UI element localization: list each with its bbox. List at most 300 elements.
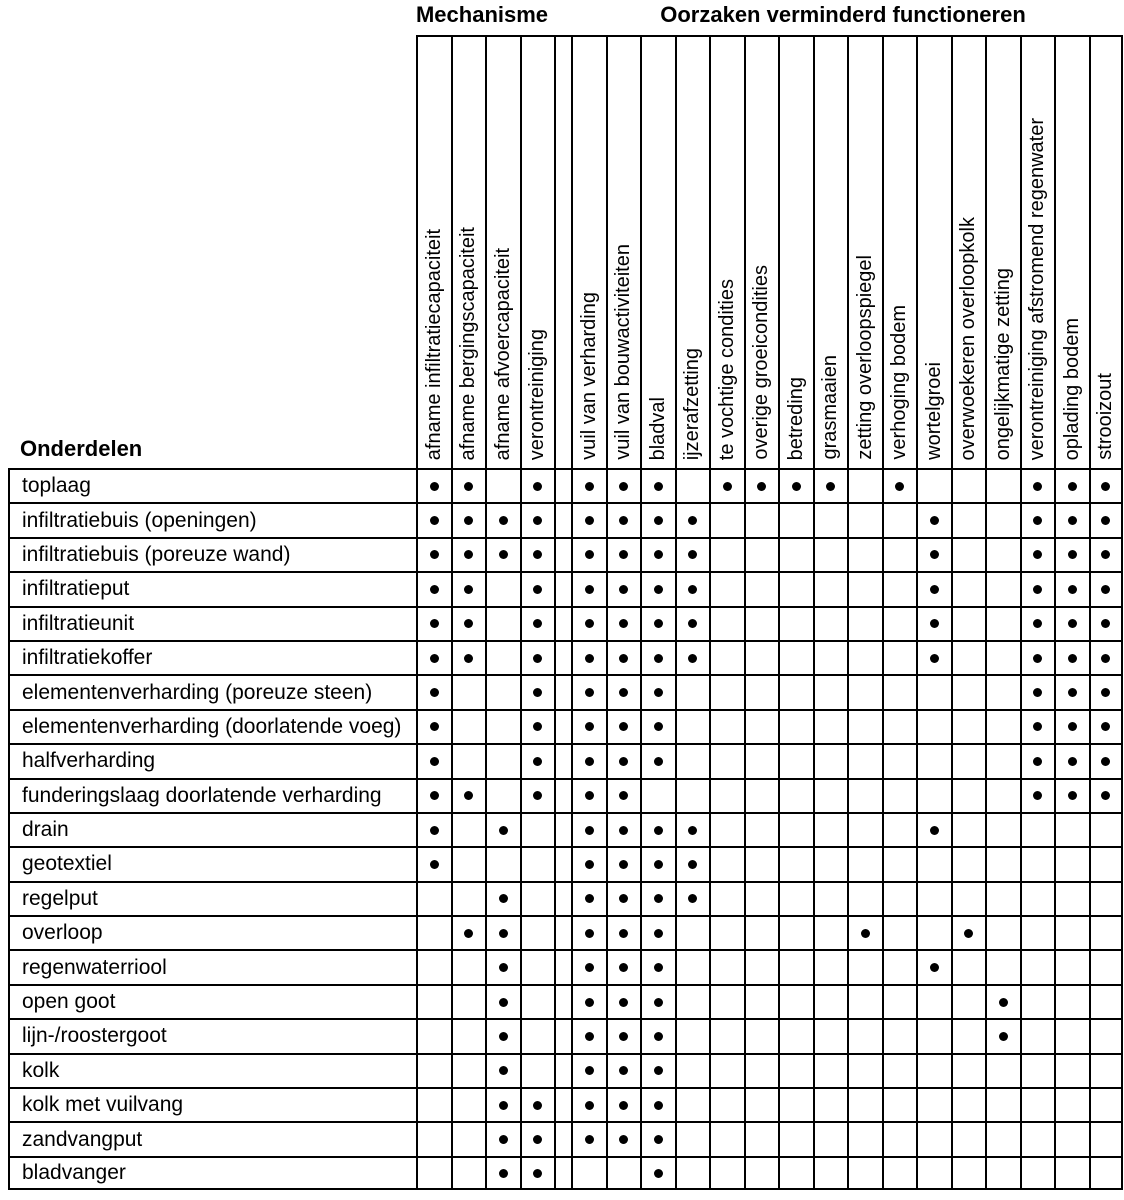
- dot: [533, 550, 542, 559]
- matrix-cell: [1054, 1121, 1089, 1155]
- matrix-cell: [882, 812, 917, 846]
- mechanisme-group-title: Mechanisme: [415, 2, 549, 27]
- matrix-cell: [675, 640, 710, 674]
- matrix-cell: [709, 1018, 744, 1052]
- matrix-cell: [1089, 1121, 1124, 1155]
- matrix-cell: [606, 640, 641, 674]
- matrix-cell: [1020, 846, 1055, 880]
- matrix-cell: [813, 743, 848, 777]
- matrix-cell: [951, 606, 986, 640]
- matrix-cell: [640, 881, 675, 915]
- dot: [585, 1032, 594, 1041]
- matrix-cell: [916, 949, 951, 983]
- matrix-cell: [416, 1121, 451, 1155]
- matrix-cell: [985, 778, 1020, 812]
- matrix-cell: [485, 674, 520, 708]
- matrix-cell: [709, 571, 744, 605]
- dot: [688, 619, 697, 628]
- matrix-cell: [778, 606, 813, 640]
- spacer-cell: [554, 640, 571, 674]
- matrix-cell: [1020, 709, 1055, 743]
- matrix-cell: [1089, 1053, 1124, 1087]
- dot: [619, 1135, 628, 1144]
- matrix-cell: [520, 778, 555, 812]
- dot: [430, 585, 439, 594]
- dot: [1033, 619, 1042, 628]
- dot: [1033, 757, 1042, 766]
- dot: [1068, 619, 1077, 628]
- spacer-cell: [554, 674, 571, 708]
- matrix-cell: [1089, 468, 1124, 502]
- matrix-cell: [813, 881, 848, 915]
- dot: [1068, 482, 1077, 491]
- matrix-cell: [606, 915, 641, 949]
- matrix-cell: [675, 743, 710, 777]
- matrix-cell: [951, 881, 986, 915]
- dot: [430, 722, 439, 731]
- matrix-cell: [951, 743, 986, 777]
- matrix-cell: [451, 537, 486, 571]
- row-label: elementenverharding (poreuze steen): [8, 674, 416, 708]
- dot: [1033, 791, 1042, 800]
- onderdelen-label: Onderdelen: [20, 436, 143, 461]
- matrix-cell: [675, 1018, 710, 1052]
- matrix-cell: [520, 915, 555, 949]
- row-label: regenwaterriool: [8, 949, 416, 983]
- dot: [585, 894, 594, 903]
- column-header-label: ijzerafzetting: [681, 347, 704, 460]
- matrix-cell: [416, 571, 451, 605]
- spacer-cell: [554, 1156, 571, 1190]
- matrix-cell: [778, 674, 813, 708]
- matrix-cell: [485, 606, 520, 640]
- matrix-cell: [675, 984, 710, 1018]
- matrix-cell: [951, 674, 986, 708]
- dot: [619, 550, 628, 559]
- matrix-cell: [675, 1156, 710, 1190]
- column-header-oorzaken: [813, 35, 848, 468]
- matrix-cell: [675, 1121, 710, 1155]
- dot: [499, 1101, 508, 1110]
- matrix-cell: [778, 1018, 813, 1052]
- matrix-cell: [916, 709, 951, 743]
- dot: [619, 1066, 628, 1075]
- spacer-cell: [554, 984, 571, 1018]
- matrix-cell: [813, 606, 848, 640]
- column-header-oorzaken: [1020, 35, 1055, 468]
- dot: [430, 688, 439, 697]
- matrix-cell: [1020, 1121, 1055, 1155]
- spacer-cell: [554, 1053, 571, 1087]
- dot: [430, 654, 439, 663]
- dot: [1068, 722, 1077, 731]
- matrix-cell: [778, 984, 813, 1018]
- matrix-cell: [709, 846, 744, 880]
- matrix-cell: [778, 709, 813, 743]
- row-label: overloop: [8, 915, 416, 949]
- dot: [430, 757, 439, 766]
- dot: [1033, 688, 1042, 697]
- matrix-cell: [916, 812, 951, 846]
- matrix-cell: [606, 468, 641, 502]
- matrix-cell: [985, 743, 1020, 777]
- matrix-cell: [520, 1087, 555, 1121]
- matrix-cell: [847, 915, 882, 949]
- dot: [654, 929, 663, 938]
- dot: [757, 482, 766, 491]
- column-header-label: oplading bodem: [1060, 317, 1083, 460]
- dot: [533, 482, 542, 491]
- row-label: lijn-/roostergoot: [8, 1018, 416, 1052]
- matrix-cell: [675, 846, 710, 880]
- matrix-cell: [985, 881, 1020, 915]
- matrix-cell: [882, 1053, 917, 1087]
- matrix-cell: [951, 984, 986, 1018]
- dot: [585, 1135, 594, 1144]
- matrix-cell: [778, 571, 813, 605]
- matrix-cell: [451, 502, 486, 536]
- column-header-label: wortelgroei: [922, 362, 945, 460]
- matrix-cell: [416, 1156, 451, 1190]
- matrix-cell: [675, 674, 710, 708]
- matrix-cell: [882, 709, 917, 743]
- matrix-cell: [744, 640, 779, 674]
- dot: [533, 688, 542, 697]
- matrix-cell: [451, 846, 486, 880]
- dot: [688, 516, 697, 525]
- matrix-cell: [985, 674, 1020, 708]
- matrix-cell: [1089, 1018, 1124, 1052]
- matrix-cell: [1054, 915, 1089, 949]
- dot: [1068, 688, 1077, 697]
- matrix-cell: [675, 537, 710, 571]
- matrix-cell: [847, 846, 882, 880]
- row-label: bladvanger: [8, 1156, 416, 1190]
- dot: [688, 894, 697, 903]
- matrix-cell: [520, 674, 555, 708]
- matrix-cell: [916, 640, 951, 674]
- matrix-cell: [675, 778, 710, 812]
- matrix-cell: [1054, 571, 1089, 605]
- dot: [585, 826, 594, 835]
- matrix-cell: [640, 984, 675, 1018]
- matrix-cell: [606, 1156, 641, 1190]
- matrix-cell: [847, 778, 882, 812]
- matrix-cell: [640, 846, 675, 880]
- matrix-cell: [744, 949, 779, 983]
- matrix-cell: [485, 846, 520, 880]
- dot: [930, 963, 939, 972]
- matrix-cell: [744, 812, 779, 846]
- matrix-cell: [1054, 640, 1089, 674]
- matrix-cell: [813, 468, 848, 502]
- dot: [1101, 550, 1110, 559]
- matrix-cell: [847, 1053, 882, 1087]
- matrix-cell: [640, 571, 675, 605]
- matrix-cell: [571, 502, 606, 536]
- matrix-cell: [778, 1087, 813, 1121]
- matrix-cell: [416, 812, 451, 846]
- dot: [1033, 654, 1042, 663]
- matrix-cell: [640, 1156, 675, 1190]
- dot: [585, 619, 594, 628]
- dot: [619, 722, 628, 731]
- matrix-cell: [485, 1121, 520, 1155]
- matrix-cell: [606, 984, 641, 1018]
- dot: [430, 826, 439, 835]
- matrix-cell: [1054, 778, 1089, 812]
- column-header-label: grasmaaien: [819, 355, 842, 460]
- matrix-cell: [813, 812, 848, 846]
- dot: [895, 482, 904, 491]
- matrix-cell: [916, 1121, 951, 1155]
- matrix-cell: [571, 640, 606, 674]
- dot: [585, 516, 594, 525]
- matrix-cell: [882, 674, 917, 708]
- matrix-cell: [416, 881, 451, 915]
- row-label: regelput: [8, 881, 416, 915]
- matrix-cell: [778, 881, 813, 915]
- dot: [533, 791, 542, 800]
- matrix-cell: [709, 881, 744, 915]
- matrix-cell: [847, 640, 882, 674]
- dot: [999, 1032, 1008, 1041]
- dot: [585, 963, 594, 972]
- matrix-cell: [847, 1087, 882, 1121]
- column-header-label: vuil van bouwactiviteiten: [612, 244, 635, 460]
- spacer-cell: [554, 468, 571, 502]
- matrix-cell: [416, 915, 451, 949]
- matrix-cell: [951, 709, 986, 743]
- matrix-cell: [485, 812, 520, 846]
- matrix-cell: [416, 984, 451, 1018]
- matrix-cell: [640, 812, 675, 846]
- matrix-cell: [985, 502, 1020, 536]
- matrix-cell: [1054, 846, 1089, 880]
- matrix-cell: [882, 468, 917, 502]
- matrix-cell: [709, 537, 744, 571]
- dot: [619, 585, 628, 594]
- matrix-cell: [744, 1053, 779, 1087]
- matrix-cell: [882, 984, 917, 1018]
- matrix-cell: [571, 468, 606, 502]
- matrix-cell: [571, 1087, 606, 1121]
- matrix-cell: [571, 1053, 606, 1087]
- matrix-cell: [951, 640, 986, 674]
- matrix-cell: [606, 949, 641, 983]
- column-header-oorzaken: [916, 35, 951, 468]
- dot: [688, 826, 697, 835]
- dot: [1101, 722, 1110, 731]
- dot: [654, 757, 663, 766]
- dot: [464, 585, 473, 594]
- dot: [585, 688, 594, 697]
- dot: [654, 516, 663, 525]
- matrix-cell: [813, 1121, 848, 1155]
- matrix-cell: [416, 743, 451, 777]
- spacer-cell: [554, 949, 571, 983]
- matrix-cell: [813, 502, 848, 536]
- matrix-cell: [916, 778, 951, 812]
- matrix-cell: [916, 1156, 951, 1190]
- dot: [826, 482, 835, 491]
- matrix-cell: [951, 915, 986, 949]
- matrix-cell: [520, 537, 555, 571]
- matrix-cell: [813, 674, 848, 708]
- dot: [619, 688, 628, 697]
- matrix-cell: [485, 537, 520, 571]
- matrix-cell: [778, 1053, 813, 1087]
- dot: [430, 619, 439, 628]
- matrix-cell: [813, 571, 848, 605]
- column-header-oorzaken: [675, 35, 710, 468]
- matrix-cell: [675, 468, 710, 502]
- matrix-cell: [985, 1121, 1020, 1155]
- row-label: geotextiel: [8, 846, 416, 880]
- dot: [619, 482, 628, 491]
- matrix-cell: [520, 709, 555, 743]
- matrix-cell: [847, 984, 882, 1018]
- dot: [964, 929, 973, 938]
- matrix-cell: [1054, 949, 1089, 983]
- matrix-cell: [882, 1156, 917, 1190]
- dot: [1033, 482, 1042, 491]
- spacer-cell: [554, 812, 571, 846]
- matrix-cell: [951, 468, 986, 502]
- matrix-cell: [1054, 984, 1089, 1018]
- matrix-cell: [520, 1121, 555, 1155]
- matrix-cell: [778, 640, 813, 674]
- matrix-cell: [1089, 846, 1124, 880]
- matrix-cell: [847, 1018, 882, 1052]
- spacer-cell: [554, 881, 571, 915]
- dot: [585, 1066, 594, 1075]
- dot: [654, 1101, 663, 1110]
- matrix-cell: [606, 846, 641, 880]
- spacer-cell: [554, 709, 571, 743]
- matrix-cell: [951, 1087, 986, 1121]
- matrix-cell: [916, 537, 951, 571]
- matrix-cell: [675, 1053, 710, 1087]
- dot: [861, 929, 870, 938]
- matrix-cell: [520, 571, 555, 605]
- matrix-cell: [985, 846, 1020, 880]
- dot: [499, 826, 508, 835]
- matrix-cell: [451, 743, 486, 777]
- row-label: infiltratiekoffer: [8, 640, 416, 674]
- dot: [585, 722, 594, 731]
- row-label: halfverharding: [8, 743, 416, 777]
- matrix-cell: [520, 640, 555, 674]
- matrix-cell: [451, 984, 486, 1018]
- matrix-cell: [1054, 1053, 1089, 1087]
- matrix-cell: [640, 468, 675, 502]
- matrix-cell: [813, 915, 848, 949]
- dot: [1101, 688, 1110, 697]
- matrix-cell: [1089, 640, 1124, 674]
- matrix-cell: [1054, 606, 1089, 640]
- dot: [585, 929, 594, 938]
- matrix-cell: [709, 1121, 744, 1155]
- spacer-cell: [554, 606, 571, 640]
- row-label: kolk met vuilvang: [8, 1087, 416, 1121]
- dot: [464, 482, 473, 491]
- dot: [499, 894, 508, 903]
- matrix-cell: [606, 674, 641, 708]
- matrix-cell: [416, 537, 451, 571]
- column-header-label: verhoging bodem: [888, 305, 911, 460]
- matrix-cell: [675, 709, 710, 743]
- matrix-cell: [951, 1053, 986, 1087]
- matrix-cell: [451, 1156, 486, 1190]
- matrix-cell: [916, 502, 951, 536]
- matrix-cell: [1020, 1087, 1055, 1121]
- matrix-cell: [916, 674, 951, 708]
- matrix-cell: [1054, 881, 1089, 915]
- matrix-cell: [1020, 502, 1055, 536]
- row-label: infiltratiebuis (poreuze wand): [8, 537, 416, 571]
- matrix-cell: [985, 949, 1020, 983]
- matrix-cell: [744, 1156, 779, 1190]
- matrix-cell: [1054, 1018, 1089, 1052]
- matrix-cell: [571, 571, 606, 605]
- matrix-cell: [640, 949, 675, 983]
- dot: [999, 998, 1008, 1007]
- matrix-cell: [985, 571, 1020, 605]
- row-label: kolk: [8, 1053, 416, 1087]
- matrix-cell: [744, 502, 779, 536]
- dot: [1068, 516, 1077, 525]
- matrix-cell: [778, 502, 813, 536]
- matrix-cell: [1020, 468, 1055, 502]
- matrix-cell: [451, 1053, 486, 1087]
- matrix-cell: [520, 846, 555, 880]
- matrix-cell: [847, 571, 882, 605]
- matrix-cell: [882, 571, 917, 605]
- matrix-cell: [709, 743, 744, 777]
- matrix-cell: [1020, 743, 1055, 777]
- matrix-cell: [416, 949, 451, 983]
- dot: [654, 860, 663, 869]
- matrix-cell: [847, 674, 882, 708]
- spacer-cell: [554, 571, 571, 605]
- matrix-cell: [916, 571, 951, 605]
- dot: [585, 654, 594, 663]
- matrix-cell: [675, 606, 710, 640]
- matrix-cell: [985, 537, 1020, 571]
- matrix-cell: [813, 1018, 848, 1052]
- matrix-cell: [985, 915, 1020, 949]
- matrix-cell: [451, 1121, 486, 1155]
- matrix-cell: [1020, 778, 1055, 812]
- matrix-cell: [709, 949, 744, 983]
- matrix-cell: [1020, 571, 1055, 605]
- matrix-cell: [709, 915, 744, 949]
- dot: [688, 585, 697, 594]
- matrix-cell: [571, 881, 606, 915]
- column-header-label: afname afvoercapaciteit: [491, 247, 514, 460]
- matrix-cell: [847, 606, 882, 640]
- matrix-cell: [916, 915, 951, 949]
- matrix-cell: [709, 984, 744, 1018]
- matrix-cell: [951, 502, 986, 536]
- matrix-cell: [951, 778, 986, 812]
- matrix-cell: [813, 984, 848, 1018]
- dot: [619, 791, 628, 800]
- matrix-cell: [640, 1018, 675, 1052]
- matrix-cell: [416, 1087, 451, 1121]
- matrix-cell: [606, 709, 641, 743]
